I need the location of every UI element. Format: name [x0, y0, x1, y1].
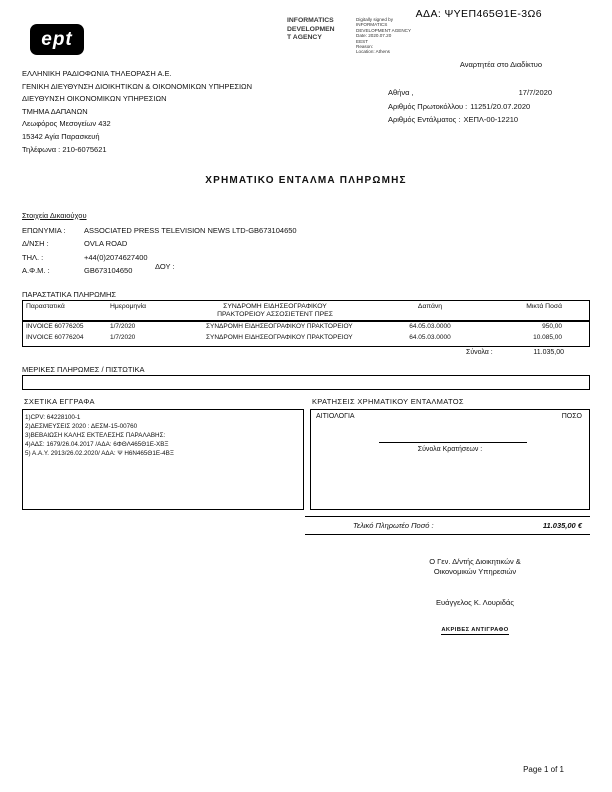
col-header-gross: Μικτά Ποσά	[526, 303, 562, 310]
stamp-agency-name	[287, 17, 349, 43]
col-header-document: Παραστατικά	[26, 303, 65, 310]
table-row	[23, 322, 589, 333]
ada-code: ΑΔΑ: ΨΥΕΠ465Θ1Ε-3Ω6	[415, 8, 542, 20]
stamp-detail-line: INFORMATICS	[356, 22, 388, 28]
org-line: ΔΙΕΥΘΥΝΣΗ ΟΙΚΟΝΟΜΙΚΩΝ ΥΠΗΡΕΣΙΩΝ	[22, 94, 167, 104]
beneficiary-name-label: ΕΠΩΝΥΜΙΑ :	[22, 226, 66, 235]
invoices-table	[22, 300, 590, 347]
beneficiary-doy-label: ΔΟΥ :	[155, 262, 175, 271]
beneficiary-section-title: Στοιχεία Δικαιούχου	[22, 211, 87, 220]
deductions-amount-header: ΠΟΣΟ	[561, 413, 582, 420]
beneficiary-phone-value: +44(0)2074627400	[84, 252, 148, 262]
page-number: Page 1 of 1	[523, 765, 564, 774]
stamp-agency-line: DEVELOPMEN	[287, 25, 335, 33]
partial-payments-title: ΜΕΡΙΚΕΣ ΠΛΗΡΩΜΕΣ / ΠΙΣΤΩΤΙΚΑ	[22, 365, 145, 374]
cell-date: 1/7/2020	[110, 323, 136, 330]
col-header-description-line2: ΠΡΑΚΤΟΡΕΙΟΥ ΑΣΣΟΣΙΕΤΕΝΤ ΠΡΕΣ	[217, 311, 333, 318]
certified-copy-note	[370, 618, 580, 636]
org-line: ΤΜΗΜΑ ΔΑΠΑΝΩΝ	[22, 106, 88, 116]
beneficiary-phone-label: ΤΗΛ. :	[22, 252, 44, 262]
col-header-description-line1: ΣΥΝΔΡΟΜΗ ΕΙΔΗΣΕΟΓΡΑΦΙΚΟΥ	[223, 303, 327, 310]
stamp-detail-line: DEVELOPMENT AGENCY	[356, 27, 412, 33]
table-row	[23, 333, 589, 344]
related-document-item: 1)CPV: 64228100-1	[25, 414, 81, 421]
related-document-item: 5) Α.Α.Υ. 2913/26.02.2020/ ΑΔΑ: Ψ Η6Ν465Θ1Ε-4ΒΞ	[25, 450, 174, 457]
digital-signature-stamp	[287, 17, 434, 55]
signatory-name: Ευάγγελος Κ. Λουριδάς	[436, 598, 514, 607]
cell-amount: 10.085,00	[533, 333, 562, 341]
org-line: ΕΛΛΗΝΙΚΗ ΡΑΔΙΟΦΩΝΙΑ ΤΗΛΕΟΡΑΣΗ Α.Ε.	[22, 69, 172, 78]
col-header-expense: Δαπάνη	[417, 303, 443, 310]
organisation-block	[22, 68, 252, 156]
partial-payments-box	[22, 375, 590, 390]
meta-date-row	[388, 86, 552, 100]
stamp-agency-line: T AGENCY	[287, 34, 322, 42]
totals-value: 11.035,00	[533, 349, 564, 356]
related-document-item: 3)ΒΕΒΑΙΩΣΗ ΚΑΛΗΣ ΕΚΤΕΛΕΣΗΣ ΠΑΡΑΛΑΒΗΣ:	[25, 432, 166, 439]
org-line: 15342 Αγία Παρασκευή	[22, 131, 100, 141]
posted-on-diavgeia-note: Αναρτητέα στο Διαδίκτυο	[459, 60, 542, 69]
certified-copy-text: ΑΚΡΙΒΕΣ ΑΝΤΙΓΡΑΦΟ	[441, 627, 509, 633]
document-title: ΧΡΗΜΑΤΙΚΟ ΕΝΤΑΛΜΑ ΠΛΗΡΩΜΗΣ	[205, 175, 407, 186]
order-number: ΧΕΠΛ-00-12210	[463, 115, 519, 124]
related-document-item: 4)ΑΔΣ: 1679/26.04.2017 /ΑΔΑ: 6ΦΘΛ465Θ1Ε-ΧΒΞ	[25, 441, 169, 448]
invoices-section-title: ΠΑΡΑΣΤΑΤΙΚΑ ΠΛΗΡΩΜΗΣ	[22, 290, 117, 299]
related-documents-title: ΣΧΕΤΙΚΑ ΕΓΓΡΑΦΑ	[24, 397, 95, 406]
cell-amount: 950,00	[542, 323, 562, 330]
org-line: Λεωφόρος Μεσογείων 432	[22, 119, 111, 129]
invoices-table-body	[23, 322, 589, 346]
beneficiary-vat-value: GB673104650	[84, 266, 133, 276]
protocol-label: Αριθμός Πρωτοκόλλου :	[388, 101, 468, 111]
beneficiary-address-value: OVLA ROAD	[84, 239, 128, 249]
order-label: Αριθμός Εντάλματος :	[388, 115, 461, 124]
city-label: Αθήνα ,	[388, 88, 414, 97]
col-header-date: Ημερομηνία	[110, 303, 147, 310]
stamp-detail-line: Digitally signed by	[356, 17, 394, 22]
related-documents-box	[22, 409, 304, 510]
invoices-table-header	[23, 301, 589, 322]
deductions-box	[310, 409, 590, 510]
cell-description: ΣΥΝΔΡΟΜΗ ΕΙΔΗΣΕΟΓΡΑΦΙΚΟΥ ΠΡΑΚΤΟΡΕΙΟΥ	[206, 333, 353, 341]
beneficiary-vat-label: Α.Φ.Μ. :	[22, 266, 50, 276]
final-payable-label: Τελικό Πληρωτέο Ποσό :	[353, 521, 434, 530]
stamp-agency-line: INFORMATICS	[287, 17, 334, 24]
cell-date: 1/7/2020	[110, 333, 136, 341]
signatory-title-line1: Ο Γεν. Δ/ντής Διοικητικών &	[429, 557, 521, 566]
deductions-total-rule	[379, 442, 527, 443]
cell-expense-code: 64.05.03.0000	[409, 323, 451, 330]
stamp-detail-line: Reason:	[356, 44, 374, 50]
totals-label: Σύνολα :	[466, 349, 493, 356]
col-header-description	[172, 303, 378, 319]
cell-description: ΣΥΝΔΡΟΜΗ ΕΙΔΗΣΕΟΓΡΑΦΙΚΟΥ ΠΡΑΚΤΟΡΕΙΟΥ	[206, 323, 353, 330]
meta-protocol-row	[388, 100, 552, 114]
document-meta-block	[388, 86, 552, 127]
deductions-reason-header: ΑΙΤΙΟΛΟΓΙΑ	[316, 413, 355, 420]
beneficiary-name-row	[22, 224, 297, 237]
ert-logo-text: ept	[41, 28, 73, 50]
stamp-signature-details	[356, 17, 434, 55]
cell-document: INVOICE 60776204	[26, 333, 84, 341]
final-payable-amount: 11.035,00 €	[542, 521, 582, 530]
beneficiary-name-value: ASSOCIATED PRESS TELEVISION NEWS LTD-GB673104650	[84, 226, 297, 235]
signatory-title	[370, 557, 580, 576]
document-date: 17/7/2020	[518, 88, 552, 97]
signatory-title-line2: Οικονομικών Υπηρεσιών	[433, 566, 517, 576]
beneficiary-address-label: Δ/ΝΣΗ :	[22, 239, 49, 249]
final-payable-strip	[305, 516, 590, 535]
org-line: ΓΕΝΙΚΗ ΔΙΕΥΘΥΝΣΗ ΔΙΟΙΚΗΤΙΚΩΝ & ΟΙΚΟΝΟΜΙΚΩΝ ΥΠΗΡΕΣΙΩΝ	[22, 81, 253, 91]
stamp-detail-line: EEST	[356, 38, 368, 44]
beneficiary-address-row	[22, 237, 297, 250]
stamp-detail-line: Location: Athens	[356, 49, 390, 55]
cell-expense-code: 64.05.03.0000	[409, 333, 451, 341]
invoices-totals-row	[466, 349, 564, 356]
protocol-number: 11251/20.07.2020	[470, 101, 531, 111]
meta-order-row	[388, 113, 552, 127]
ert-logo	[30, 24, 84, 55]
cell-document: INVOICE 60776205	[26, 323, 84, 330]
org-line: Τηλέφωνα : 210-6075621	[22, 144, 107, 154]
deductions-total-label: Σύνολα Κρατήσεων :	[417, 446, 483, 453]
related-document-item: 2)ΔΕΣΜΕΥΣΕΙΣ 2020 : ΔΕΣΜ-15-00760	[25, 423, 138, 430]
deductions-title: ΚΡΑΤΗΣΕΙΣ ΧΡΗΜΑΤΙΚΟΥ ΕΝΤΑΛΜΑΤΟΣ	[312, 397, 464, 406]
stamp-detail-line: Date: 2020.07.20	[356, 33, 392, 39]
